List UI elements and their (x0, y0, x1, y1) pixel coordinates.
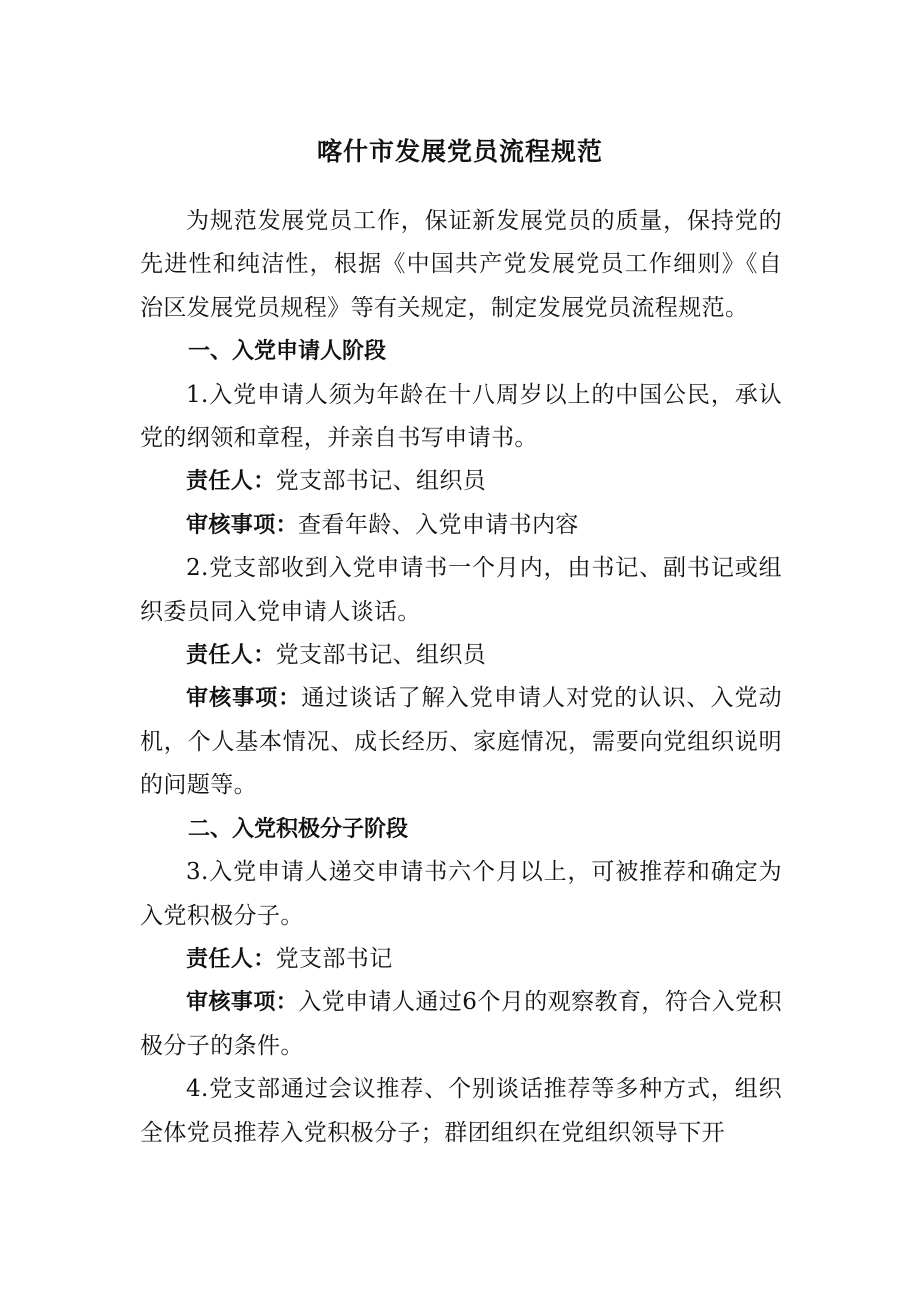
review-label: 审核事项： (186, 990, 299, 1016)
item-1-review (140, 504, 782, 547)
item-3-responsible (140, 938, 782, 981)
item-1-text: 1.入党申请人须为年龄在十八周岁以上的中国公民，承认党的纲领和章程，并亲自书写申请书。 (140, 381, 782, 452)
review-label: 审核事项： (186, 686, 302, 712)
item-2-review (140, 677, 782, 807)
review-value: 入党申请人通过6个月的观察教育，符合入党积极分子的条件。 (140, 989, 782, 1059)
item-2-text: 2.党支部收到入党申请书一个月内，由书记、副书记或组织委员同入党申请人谈话。 (140, 555, 782, 625)
item-3-text: 3.入党申请人递交申请书六个月以上，可被推荐和确定为入党积极分子。 (140, 859, 782, 929)
item-3-review (140, 981, 782, 1068)
review-value: 查看年龄、入党申请书内容 (298, 511, 579, 538)
review-value: 通过谈话了解入党申请人对党的认识、入党动机，个人基本情况、成长经历、家庭情况，需要向党组织说明的问题等。 (140, 685, 782, 799)
responsible-value: 党支部书记、组织员 (275, 642, 487, 669)
document-title: 喀什市发展党员流程规范 (316, 137, 603, 166)
review-label: 审核事项： (186, 512, 299, 538)
item-4-text: 4.党支部通过会议推荐、个别谈话推荐等多种方式，组织全体党员推荐入党积极分子；群团组织在党组织领导下开 (140, 1076, 782, 1146)
item-1-responsible (140, 460, 782, 503)
intro-paragraph: 为规范发展党员工作，保证新发展党员的质量，保持党的先进性和纯洁性，根据《中国共产党发展党员工作细则》《自治区发展党员规程》等有关规定，制定发展党员流程规范。 (140, 208, 782, 321)
section-heading-2: 二、入党积极分子阶段 (188, 816, 409, 842)
responsible-value: 党支部书记、组织员 (275, 468, 487, 495)
responsible-label: 责任人： (186, 469, 276, 495)
responsible-value: 党支部书记 (275, 945, 393, 972)
item-2-responsible (140, 634, 782, 677)
document-body (140, 200, 782, 1155)
section-heading-1: 一、入党申请人阶段 (188, 339, 387, 365)
responsible-label: 责任人： (186, 643, 276, 669)
responsible-label: 责任人： (186, 946, 276, 972)
